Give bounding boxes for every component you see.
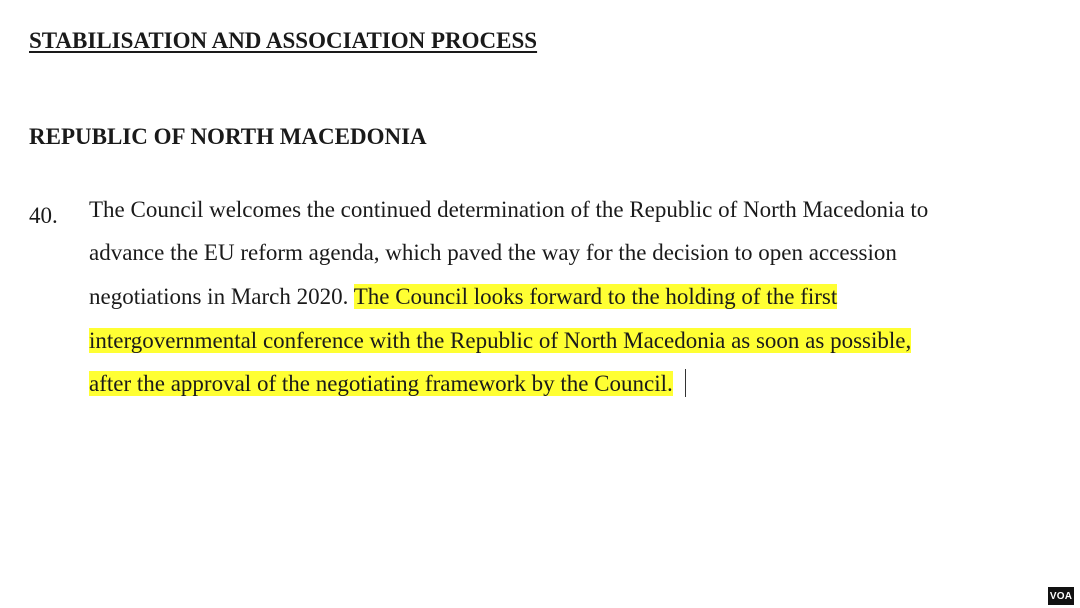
paragraph-line-1: The Council welcomes the continued determination of the Republic of North Macedonia to	[89, 197, 929, 222]
highlighted-text: after the approval of the negotiating framework by the Council.	[89, 371, 673, 396]
paragraph-line-5	[89, 368, 686, 400]
paragraph-line-3	[89, 281, 837, 313]
paragraph-line-2: advance the EU reform agenda, which paved the way for the decision to open accession	[89, 240, 897, 265]
country-title: REPUBLIC OF NORTH MACEDONIA	[29, 124, 427, 149]
voa-watermark-logo: VOA	[1048, 587, 1074, 605]
highlighted-text: intergovernmental conference with the Republic of North Macedonia as soon as possible,	[89, 328, 912, 353]
paragraph-line-3-plain-text: negotiations in March 2020.	[89, 284, 354, 309]
highlighted-text: The Council looks forward to the holding of the first	[353, 284, 838, 309]
text-cursor	[685, 369, 686, 397]
paragraph-number: 40.	[29, 203, 58, 228]
section-title: STABILISATION AND ASSOCIATION PROCESS	[29, 28, 538, 53]
paragraph-line-4	[89, 325, 911, 357]
